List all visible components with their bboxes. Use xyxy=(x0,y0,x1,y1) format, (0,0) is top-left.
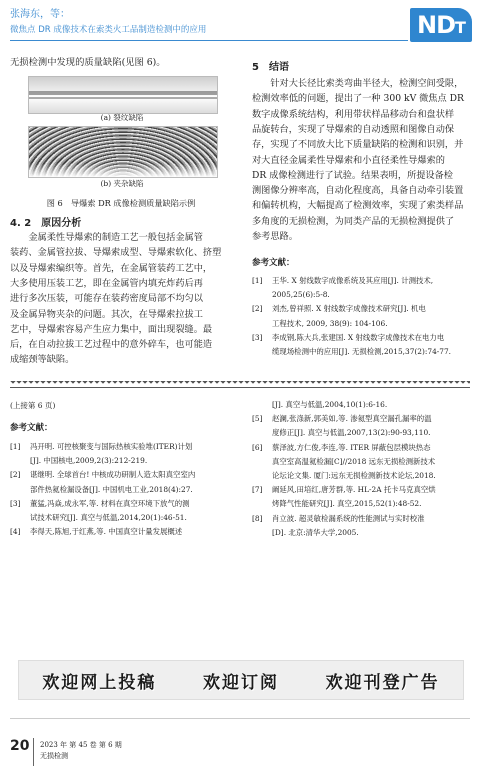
banner-item-submit: 欢迎网上投稿 xyxy=(42,672,157,693)
reference-line: 董猛,冯焱,成永军,等. 材料在真空环境下放气的测 xyxy=(30,498,190,508)
reference-line: 王华. X 射线数字成像系统及其应用[J]. 计测技术, xyxy=(272,276,434,285)
reference-line: 肖立波. 超灵敏检漏系统的性能测试与实时校准 xyxy=(272,513,425,523)
footer-rule xyxy=(10,718,470,719)
logo-main: ND xyxy=(417,11,456,39)
section-4-2-title: 4. 2 原因分析 xyxy=(10,218,82,229)
continued-note: (上接第 6 页) xyxy=(10,401,56,410)
header-rule xyxy=(10,40,408,41)
divider-rule xyxy=(10,387,470,388)
subcaption-b: (b) 夹杂缺陷 xyxy=(100,179,144,188)
promo-banner xyxy=(18,660,464,700)
reference-line: 李得天,陈旭,于红燕,等. 中国真空计量发展概述 xyxy=(30,527,183,537)
text-line: 测图像分辨率高，自动化程度高，具备自动牵引装置 xyxy=(252,185,464,197)
reference-line: 试技术研究[J]. 真空与低温,2014,20(1):46-51. xyxy=(30,513,187,522)
text-line: 品旋转台，实现了导爆索的自动透照和图像自动保 xyxy=(252,123,455,135)
reference-number: [1] xyxy=(10,442,21,451)
reference-line: [J]. 中国核电,2009,2(3):212-219. xyxy=(30,456,148,466)
reference-line: 度修正[J]. 真空与低温,2007,13(2):90-93,110. xyxy=(272,428,431,438)
reference-line: 刘杰,曾祥照. X 射线数字成像技术研究[J]. 机电 xyxy=(272,304,426,314)
text-line: 艺中，导爆索容易产生应力集中，面出现裂缝。最 xyxy=(10,323,213,335)
text-line: 对大直径金属柔性导爆索和小直径柔性导爆索的 xyxy=(252,154,445,166)
reference-line: 缆现场检测中的应用[J]. 无损检测,2015,37(2):74-77. xyxy=(272,347,452,356)
reference-line: 李成钢,陈大兵,张建国. X 射线数字成像技术在电力电 xyxy=(272,332,445,342)
figure-caption: 图 6 导爆索 DR 成像检测质量缺陷示例 xyxy=(46,198,196,208)
text-line: DR 成像检测进行了试验。结果表明，所提设备检 xyxy=(252,169,453,181)
reference-number: [3] xyxy=(252,332,263,342)
refs-title-top: 参考文献： xyxy=(252,258,295,268)
text-line: 存，实现了不同放大比下质量缺陷的检测和识别，并 xyxy=(252,139,464,151)
text-line: 装药、金属管拉拔、导爆索成型、导爆索软化、挤塑 xyxy=(10,247,222,259)
section-5-title: 5 结语 xyxy=(252,62,289,73)
reference-line: [D]. 北京:清华大学,2005. xyxy=(272,527,359,537)
reference-number: [1] xyxy=(252,276,263,285)
reference-number: [3] xyxy=(10,498,21,508)
reference-line: 论坛论文集. 厦门:远东无损检测新技术论坛,2018. xyxy=(272,471,436,480)
text-line: 进行多次压装，可能存在装药密度局部不均匀以 xyxy=(10,293,203,305)
reference-line: [J]. 真空与低温,2004,10(1):6-16. xyxy=(272,400,388,409)
reference-line: 赵澜,张涤新,郭美如,等. 渗氦型真空漏孔漏率的温 xyxy=(272,414,432,424)
journal-name: 无损检测 xyxy=(40,752,68,760)
intro-text: 无损检测中发现的质量缺陷(见图 6)。 xyxy=(10,57,166,68)
text-line: 参考思路。 xyxy=(252,231,298,242)
crack-defect-image xyxy=(28,76,218,114)
banner-item-subscribe: 欢迎订阅 xyxy=(202,672,279,693)
reference-line: 部件热氦检漏设备[J]. 中国机电工业,2018(4):27. xyxy=(30,484,193,494)
text-line: 成缩颈等缺陷。 xyxy=(10,354,75,366)
text-line: 针对大长径比索类弯曲半径大，检测空间受限， xyxy=(252,78,464,89)
reference-line: 冯开明. 可控核聚变与国际热核实验堆(ITER)计划 xyxy=(30,442,193,451)
banner-item-advertise: 欢迎刊登广告 xyxy=(325,672,440,693)
text-line: 多角度的无损检测，为同类产品的无损检测提供了 xyxy=(252,215,455,227)
reference-number: [5] xyxy=(252,414,263,424)
text-line: 检测效率低的问题，提出了一种 300 kV 微焦点 DR xyxy=(252,93,464,105)
text-line: 及金属异物夹杂的问题。其次，在导爆索拉拔工 xyxy=(10,308,203,320)
ndt-logo xyxy=(410,8,472,42)
reference-line: 工程技术, 2009, 38(9): 104-106. xyxy=(272,318,388,328)
text-line: 金属柔性导爆索的制造工艺一般包括金属管 xyxy=(10,232,203,243)
subcaption-a: (a) 裂纹缺陷 xyxy=(100,113,144,122)
reference-line: 真空室高温氦检漏[C]//2018 远东无损检测新技术 xyxy=(272,456,436,466)
reference-line: 烤降气性能研究[J]. 真空,2015,52(1):48-52. xyxy=(272,499,422,509)
issue-info: 2023 年 第 45 卷 第 6 期 xyxy=(40,741,122,749)
inclusion-defect-image xyxy=(28,126,218,178)
reference-number: [2] xyxy=(10,470,21,480)
text-line: 以及导爆索编织等。首先，在金属管装药工艺中， xyxy=(10,262,213,274)
logo-small: T xyxy=(455,17,465,37)
reference-number: [6] xyxy=(252,442,263,452)
reference-number: [7] xyxy=(252,485,263,495)
reference-number: [4] xyxy=(10,527,21,537)
footer-separator xyxy=(33,738,34,766)
text-line: 大多使用压装工艺，即在金属管内填充炸药后再 xyxy=(10,277,203,289)
reference-line: 阚延风,田培红,唐芳群,等. HL-2A 托卡马克真空烘 xyxy=(272,485,436,495)
reference-line: 蔡泽波,方仁俊,李连,等. ITER 屏蔽包层模块热态 xyxy=(272,442,431,452)
reference-number: [8] xyxy=(252,513,263,523)
refs-title-bottom: 参考文献： xyxy=(10,423,53,433)
reference-number: [2] xyxy=(252,304,263,314)
text-line: 后，在自动拉拔工艺过程中的意外碎车，也可能造 xyxy=(10,339,213,351)
reference-line: 2005,25(6):5-8. xyxy=(272,290,330,300)
header-authors: 张海东，等： xyxy=(10,9,70,20)
text-line: 和偏转机构，大幅提高了检测效率，实现了索类样品 xyxy=(252,200,464,212)
header-title: 微焦点 DR 成像技术在索类火工品制造检测中的应用 xyxy=(10,25,207,35)
page-number: 20 xyxy=(10,738,30,754)
text-line: 数字成像系统结构，利用带状样品移动台和盘状样 xyxy=(252,108,455,120)
reference-line: 谌继明. 全球首台! 中核成功研制人造太阳真空室内 xyxy=(30,470,196,480)
